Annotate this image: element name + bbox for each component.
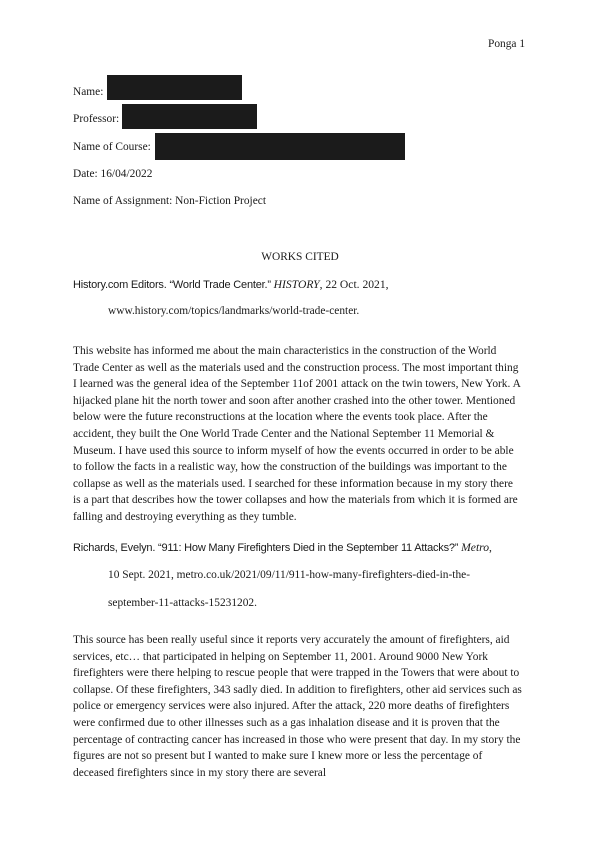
page-number-header: Ponga 1 <box>488 38 526 50</box>
citation-2-source: Metro <box>461 541 490 554</box>
citation-2-url-line-2: september-11-attacks-15231202. <box>108 597 257 609</box>
citation-1-first-line <box>73 278 389 291</box>
citation-1-lead: History.com Editors. “World Trade Center.” <box>73 279 274 291</box>
citation-1-date: , 22 Oct. 2021, <box>319 278 389 291</box>
name-label: Name: <box>73 86 104 98</box>
citation-1-annotation: This website has informed me about the main characteristics in the construction of the World Trade Center as well as the materials used and the construction process. The most important thing I learned was the general idea of the September 11of 2001 attack on the twin towers, New York. A hijacked plane hit the north tower and soon after another crashed into the other tower. Mentioned below were the future reconstructions at the location where the events took place. After the accident, they built the One World Trade Center and the National September 11 Memorial & Museum. I have used this source to inform myself of how the events occurred in order to be able to follow the facts in a realistic way, how the construction of the buildings was important to the collapse as well as the materials used. I searched for these information because in my story there is a part that describes how the tower collapses and how the materials from which it is formed are falling and destroying everything as they tumble. <box>73 345 521 523</box>
citation-2-url-line-1: 10 Sept. 2021, metro.co.uk/2021/09/11/911-how-many-firefighters-died-in-the- <box>108 569 470 581</box>
citation-2-annotation: This source has been really useful since it reports very accurately the amount of firefighters, aid services, etc… that participated in helping on September 11, 2001. Around 9000 New York firefighters were there helping to rescue people that were trapped in the Towers that were about to collapse. Of these firefighters, 343 sadly died. In addition to firefighters, other aid services such as police or emergency services were also injured. After the attack, 220 more deaths of firefighters were confirmed due to other illnesses such as a gas inhalation disease and it is proven that the percentage of contracting cancer has increased in those who were present that day. In my story the figures are not so present but I wanted to make sure I knew more or less the percentage of deceased firefighters since in my story there are several <box>73 634 522 779</box>
citation-2-lead: Richards, Evelyn. “911: How Many Firefighters Died in the September 11 Attacks?” <box>73 542 462 554</box>
date-line: Date: 16/04/2022 <box>73 168 153 180</box>
citation-2-comma: , <box>489 541 492 554</box>
redacted-course <box>155 133 405 160</box>
redacted-professor <box>122 104 257 129</box>
citation-1-url-line: www.history.com/topics/landmarks/world-trade-center. <box>108 305 360 317</box>
professor-label: Professor: <box>73 113 120 125</box>
citation-2-first-line <box>73 541 492 554</box>
course-label: Name of Course: <box>73 141 151 153</box>
assignment-line: Name of Assignment: Non-Fiction Project <box>73 195 266 207</box>
citation-1-source: HISTORY <box>273 278 320 291</box>
works-cited-title: WORKS CITED <box>261 251 339 263</box>
redacted-name <box>107 75 242 100</box>
